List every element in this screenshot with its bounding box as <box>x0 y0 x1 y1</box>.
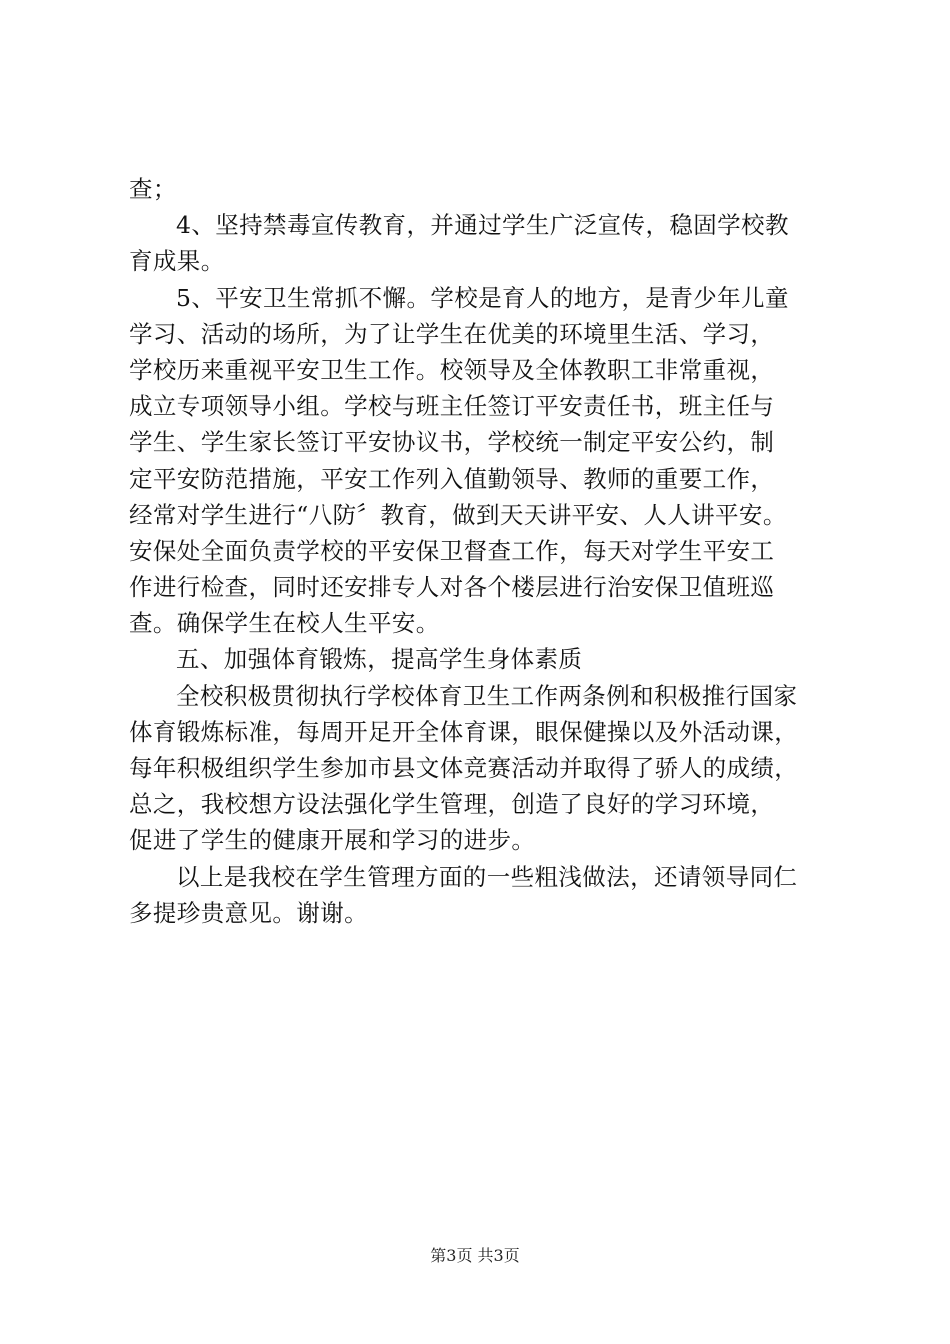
text-line: 查。确保学生在校人生平安。 <box>129 609 440 638</box>
text-line: 经常对学生进行“八防〞教育，做到天天讲平安、人人讲平安。 <box>129 500 787 529</box>
text-line: 安保处全面负责学校的平安保卫督查工作，每天对学生平安工 <box>129 536 775 565</box>
text-line: 促进了学生的健康开展和学习的进步。 <box>129 826 536 855</box>
text-line: 学校历来重视平安卫生工作。校领导及全体教职工非常重视， <box>129 355 775 384</box>
text-line: 学生、学生家长签订平安协议书，学校统一制定平安公约，制 <box>129 428 775 457</box>
section-heading: 五、加强体育锻炼，提高学生身体素质 <box>176 645 583 674</box>
text-line: 每年积极组织学生参加市县文体竞赛活动并取得了骄人的成绩， <box>129 754 799 782</box>
text-line: 总之，我校想方设法强化学生管理，创造了良好的学习环境， <box>129 790 775 819</box>
text-line: 体育锻炼标准，每周开足开全体育课，眼保健操以及外活动课， <box>129 717 799 746</box>
text-line: 育成果。 <box>129 247 225 276</box>
page-number-footer: 第3页 共3页 <box>430 1246 520 1265</box>
text-line: 作进行检查，同时还安排专人对各个楼层进行治安保卫值班巡 <box>129 573 775 602</box>
text-line: 多提珍贵意见。谢谢。 <box>129 898 368 927</box>
text-line: 5、平安卫生常抓不懈。学校是育人的地方，是青少年儿童 <box>176 283 789 312</box>
text-line: 全校积极贯彻执行学校体育卫生工作两条例和积极推行国家 <box>176 681 798 710</box>
text-line: 以上是我校在学生管理方面的一些粗浅做法，还请领导同仁 <box>176 862 798 891</box>
text-line: 4、坚持禁毒宣传教育，并通过学生广泛宣传，稳固学校教 <box>176 211 789 240</box>
text-line: 成立专项领导小组。学校与班主任签订平安责任书，班主任与 <box>129 392 775 421</box>
text-line: 学习、活动的场所，为了让学生在优美的环境里生活、学习， <box>129 319 775 348</box>
text-line: 查； <box>129 175 177 203</box>
document-body <box>129 171 849 931</box>
text-line: 定平安防范措施，平安工作列入值勤领导、教师的重要工作， <box>129 464 775 493</box>
